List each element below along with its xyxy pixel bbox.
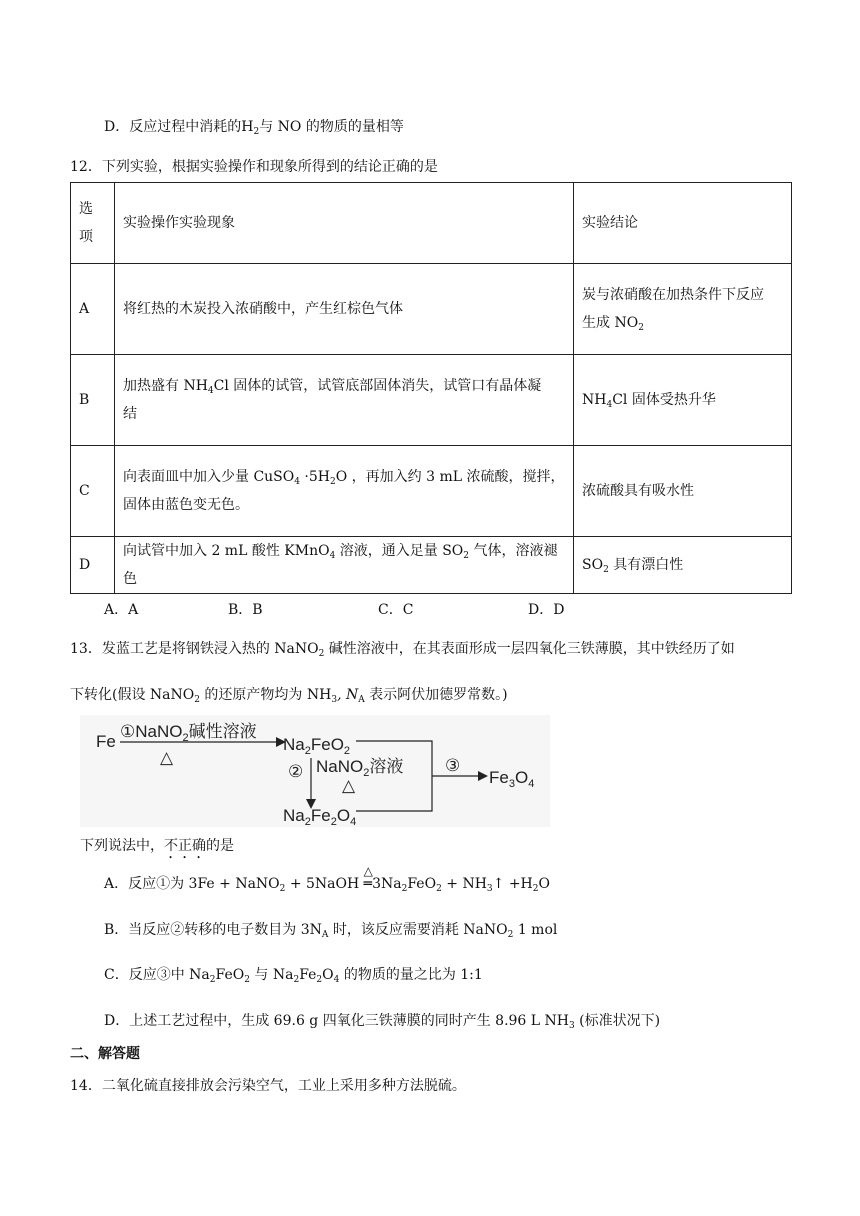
delta-2: △ bbox=[342, 776, 356, 795]
table-row: C 向表面皿中加入少量 CuSO$_4$ $\cdot 5H_2O$ ，再加入约 3 mL 浓硫酸，搅拌， 固体由蓝色变无色。 浓硫酸具有吸水性 bbox=[71, 446, 792, 537]
section-title: 二、解答题 bbox=[70, 1046, 140, 1062]
q11-option-d: D．反应过程中消耗的$H_2$与 NO 的物质的量相等 bbox=[104, 119, 404, 137]
step2-reagent: NaNO$_2$溶液 bbox=[316, 757, 404, 779]
na2fe2o4-label: $Na_2Fe_2O_4$ bbox=[283, 806, 357, 827]
header-option: 选 项 bbox=[71, 183, 115, 264]
q13-option-c: C．反应③中 $Na_2FeO_2$ 与 $Na_2Fe_2O_4$ 的物质的量之比为 1:1 bbox=[104, 967, 483, 985]
table-row bbox=[71, 183, 792, 264]
q12-table bbox=[70, 182, 792, 594]
na2feo2-label: $Na_2FeO_2$ bbox=[283, 735, 351, 757]
q14-stem: 14．二氧化硫直接排放会污染空气，工业上采用多种方法脱硫。 bbox=[70, 1078, 466, 1094]
choice-a: A．A bbox=[104, 602, 139, 618]
iron-conversion-diagram bbox=[80, 715, 550, 827]
choice-c: C．C bbox=[378, 602, 414, 618]
q13-option-a: A．反应①为 3Fe + NaNO$_2$ + 5NaOH △ $═3Na_2FeO_2$ + $NH_3↑ +H_2O$ bbox=[104, 864, 550, 894]
header-conclusion: 实验结论 bbox=[574, 183, 792, 264]
table-row: A 将红热的木炭投入浓硝酸中，产生红棕色气体 炭与浓硝酸在加热条件下反应 生成 $NO_2$ bbox=[71, 264, 792, 355]
step3-label: ③ bbox=[445, 756, 461, 775]
header-operation: 实验操作实验现象 bbox=[115, 183, 574, 264]
step2-label: ② bbox=[288, 762, 304, 781]
step1-label: ①NaNO$_2$碱性溶液 bbox=[120, 722, 257, 744]
fe3o4-label: $Fe_3O_4$ bbox=[489, 768, 535, 790]
table-row: D 向试管中加入 2 mL 酸性 KMnO$_4$ 溶液，通入足量 $SO_2$ 气体，溶液褪色 $SO_2$ 具有漂白性 bbox=[71, 537, 792, 594]
fe-label: Fe bbox=[96, 732, 116, 751]
q13-option-d: D．上述工艺过程中，生成 69.6 g 四氧化三铁薄膜的同时产生 8.96 L $NH_3$ (标准状况下) bbox=[104, 1013, 661, 1031]
delta-1: △ bbox=[160, 748, 174, 767]
q13-option-b: B．当反应②转移的电子数目为 $3N_A$ 时，该反应需要消耗 NaNO$_2$ 1 mol bbox=[104, 922, 558, 940]
q13-question: 下列说法中，不正确的是 bbox=[80, 838, 234, 854]
q13-stem-line2: 下转化(假设 NaNO$_2$ 的还原产物均为 $NH_3$, $N_A$ 表示阿伏加德罗常数。) bbox=[70, 687, 508, 705]
choice-d: D．D bbox=[528, 602, 565, 618]
table-row: B 加热盛有 $NH_4Cl$ 固体的试管，试管底部固体消失，试管口有晶体凝 结 $NH_4Cl$ 固体受热升华 bbox=[71, 355, 792, 446]
choice-b: B．B bbox=[228, 602, 263, 618]
q12-stem: 12．下列实验，根据实验操作和现象所得到的结论正确的是 bbox=[70, 159, 438, 175]
q13-stem-line1: 13．发蓝工艺是将钢铁浸入热的 NaNO$_2$ 碱性溶液中，在其表面形成一层四氧化三铁薄膜，其中铁经历了如 bbox=[70, 641, 735, 659]
